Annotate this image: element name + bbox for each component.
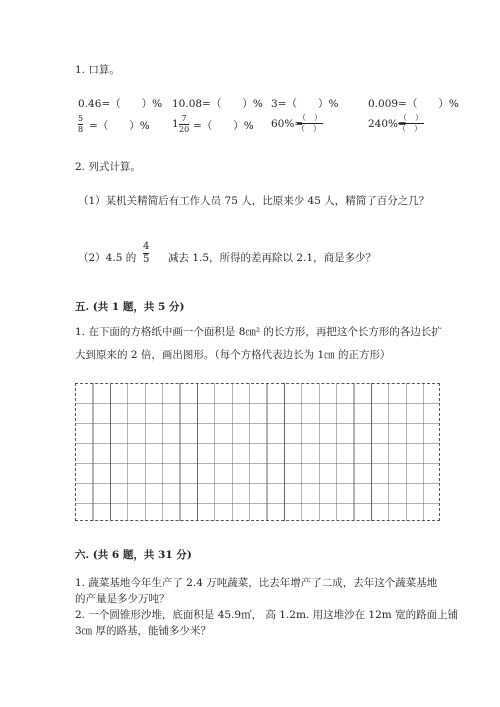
calc-item-0-009: 0.009=（ ）%	[368, 98, 459, 110]
question-6-1-line1: 1. 蔬菜基地今年生产了 2.4 万吨蔬菜，比去年增产了二成，去年这个蔬菜基地	[75, 577, 438, 589]
mixed-number-whole: 1	[172, 118, 179, 130]
paren-top-240: （ ）	[399, 113, 423, 122]
question-2-1: （1）某机关精简后有工作人员 75 人，比原来少 45 人，精简了百分之几？	[78, 195, 430, 207]
fraction-4-5: 4 5	[143, 241, 150, 265]
paren-top-60: （ ）	[298, 113, 322, 122]
question-2-2-suffix: 减去 1.5，所得的差再除以 2.1，商是多少？	[168, 252, 377, 264]
section5-heading: 五. (共 1 题，共 5 分)	[75, 301, 185, 313]
question-6-2-line2: 3㎝ 厚的路基，能铺多少米？	[75, 625, 212, 637]
section1-title: 1. 口算。	[75, 64, 120, 76]
fraction-5-8: 5 8	[78, 114, 84, 134]
paren-bottom-60: （ ）	[297, 124, 321, 133]
question-6-2-line1: 2. 一个圆锥形沙堆，底面积是 45.9㎡， 高 1.2m. 用这堆沙在 12m 宽的路面上铺	[75, 609, 459, 621]
question-6-1-line2: 的产量是多少万吨？	[75, 593, 170, 605]
calc-item-0-46: 0.46=（ ）%	[78, 98, 163, 110]
section2-title: 2. 列式计算。	[75, 161, 141, 173]
calc-item-240-percent: 240%=	[368, 118, 407, 130]
paren-bottom-240: （ ）	[398, 124, 422, 133]
section6-heading: 六. (共 6 题，共 31 分)	[75, 549, 192, 561]
calc-item-5-8-suffix: =（ ）%	[89, 120, 150, 132]
calc-item-3: 3=（ ）%	[271, 98, 339, 110]
question-2-2-prefix: （2）4.5 的	[78, 252, 137, 264]
calc-item-1-7-20-suffix: =（ ）%	[193, 120, 254, 132]
question-5-1-line1: 1. 在下面的方格纸中画一个面积是 8㎝² 的长方形，再把这个长方形的各边长扩	[75, 326, 442, 338]
fraction-7-20: 7 20	[179, 114, 190, 134]
square-grid-paper[interactable]	[75, 383, 440, 521]
question-5-1-line2: 大到原来的 2 倍，画出图形。（每个方格代表边长为 1㎝ 的正方形）	[75, 349, 391, 361]
calc-item-10-08: 10.08=（ ）%	[172, 98, 263, 110]
calc-item-60-percent: 60%=	[271, 118, 304, 130]
